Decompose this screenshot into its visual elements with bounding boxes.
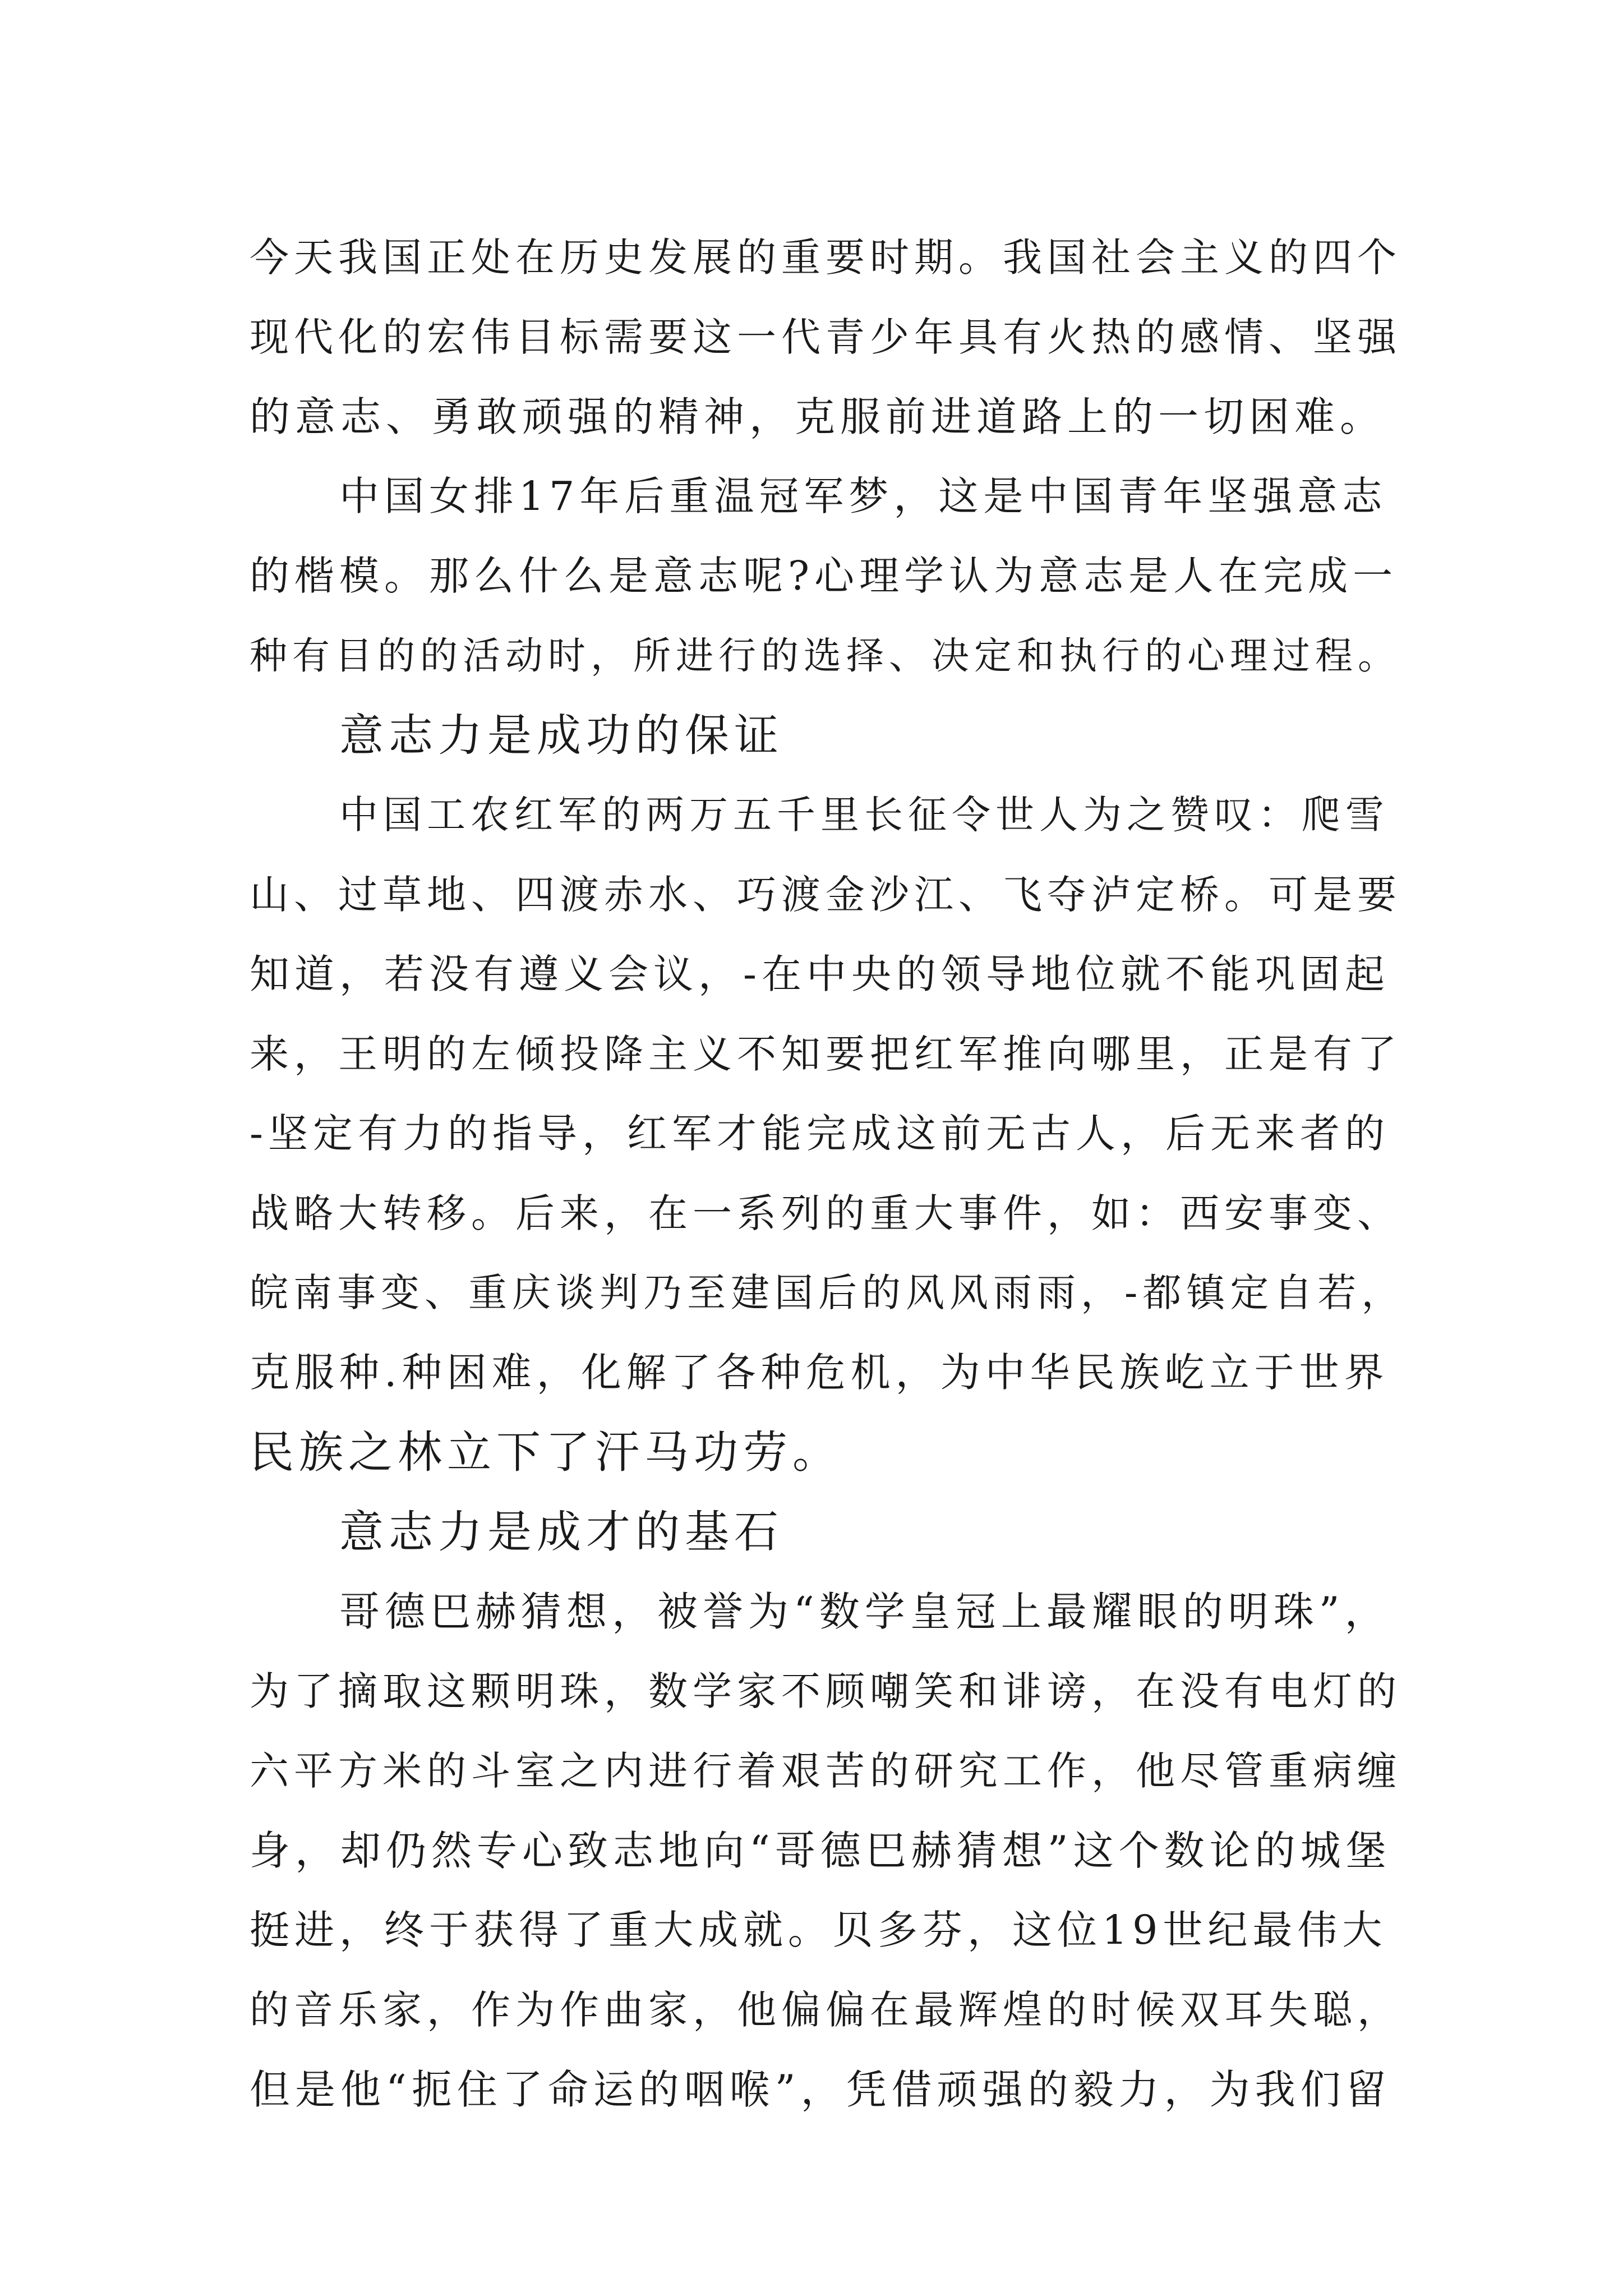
text-line: 为了摘取这颗明珠，数学家不顾嘲笑和诽谤，在没有电灯的: [250, 1668, 1401, 1714]
text-line: 身，却仍然专心致志地向“哥德巴赫猜想”这个数论的城堡: [250, 1827, 1391, 1874]
text-line: -坚定有力的指导，红军才能完成这前无古人，后无来者的: [250, 1110, 1390, 1157]
text-line: 的楷模。那么什么是意志呢?心理学认为意志是人在完成一: [250, 553, 1398, 599]
text-line: 的意志、勇敢顽强的精神，克服前进道路上的一切困难。: [250, 393, 1386, 440]
text-line: 种有目的的活动时，所进行的选择、决定和执行的心理过程。: [250, 634, 1400, 678]
text-line: 山、过草地、四渡赤水、巧渡金沙江、飞夺泸定桥。可是要: [250, 872, 1401, 918]
text-line: 但是他“扼住了命运的咽喉”，凭借顽强的毅力，为我们留: [250, 2066, 1391, 2113]
text-line: 民族之林立下了汗马功劳。: [250, 1427, 842, 1478]
text-line: 战略大转移。后来，在一系列的重大事件，如：西安事变、: [250, 1190, 1401, 1236]
text-line: 哥德巴赫猜想，被誉为“数学皇冠上最耀眼的明珠”，: [339, 1588, 1390, 1635]
text-line: 来，王明的左倾投降主义不知要把红军推向哪里，正是有了: [250, 1031, 1401, 1077]
text-line: 的音乐家，作为作曲家，他偏偏在最辉煌的时候双耳失聪，: [250, 1987, 1401, 2033]
text-line: 挺进，终于获得了重大成就。贝多芬，这位19世纪最伟大: [250, 1907, 1387, 1953]
text-line: 皖南事变、重庆谈判乃至建国后的风风雨雨，-都镇定自若，: [250, 1271, 1405, 1315]
text-line: 今天我国正处在历史发展的重要时期。我国社会主义的四个: [250, 234, 1401, 280]
text-line: 意志力是成才的基石: [339, 1506, 783, 1558]
text-line: 知道，若没有遵义会议，-在中央的领导地位就不能巩固起: [250, 951, 1390, 997]
text-line: 六平方米的斗室之内进行着艰苦的研究工作，他尽管重病缠: [250, 1748, 1401, 1794]
text-line: 克服种.种困难，化解了各种危机，为中华民族屹立于世界: [250, 1349, 1389, 1396]
text-line: 中国工农红军的两万五千里长征令世人为之赞叹：爬雪: [339, 793, 1389, 838]
text-line: 现代化的宏伟目标需要这一代青少年具有火热的感情、坚强: [250, 314, 1401, 360]
document-body: [250, 218, 1405, 2129]
text-line: 中国女排17年后重温冠军梦，这是中国青年坚强意志: [339, 473, 1387, 519]
text-line: 意志力是成功的保证: [339, 710, 783, 761]
